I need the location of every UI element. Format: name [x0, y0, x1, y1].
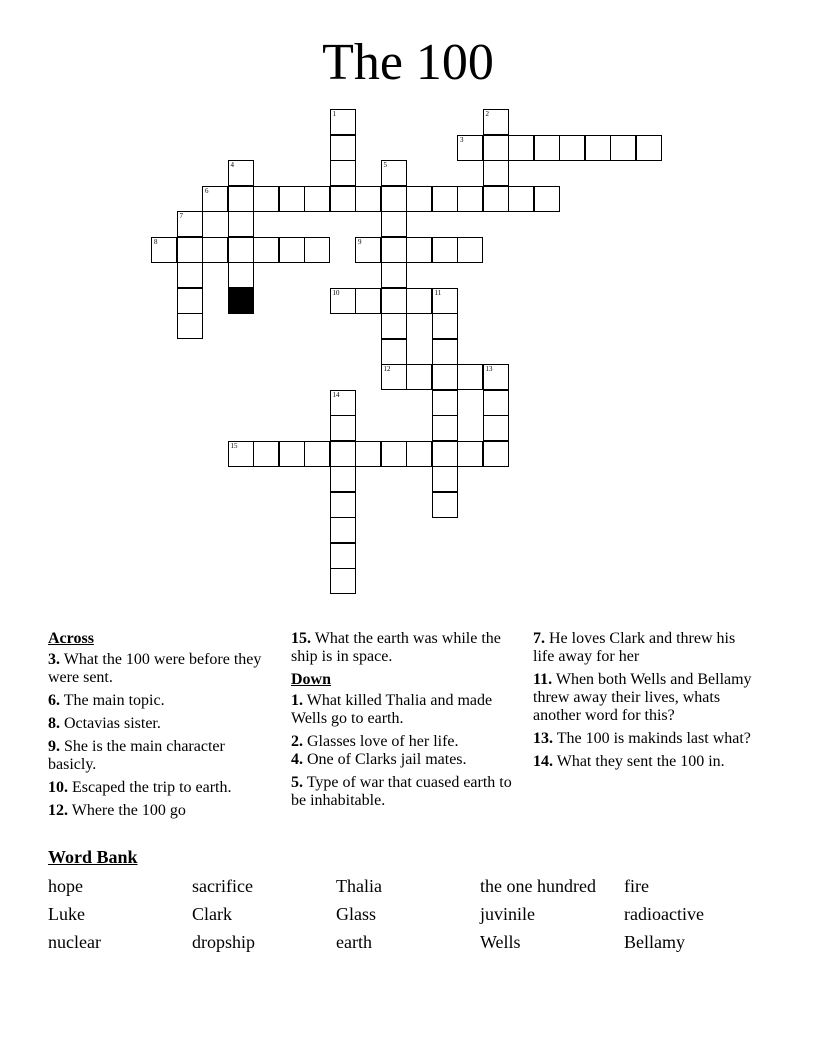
grid-cell[interactable] — [304, 441, 330, 467]
grid-cell[interactable] — [432, 492, 458, 518]
grid-cell[interactable] — [355, 237, 381, 263]
grid-cell[interactable] — [381, 211, 407, 237]
word-bank-item: Wells — [480, 932, 521, 952]
grid-cell[interactable] — [432, 466, 458, 492]
cell-number: 9 — [358, 237, 362, 246]
grid-cell[interactable] — [457, 237, 483, 263]
clue-down-1: 1. What killed Thalia and made Wells go to earth. — [291, 692, 493, 727]
grid-cell[interactable] — [381, 160, 407, 186]
grid-cell[interactable] — [228, 262, 254, 288]
grid-cell[interactable] — [330, 186, 356, 212]
grid-cell[interactable] — [228, 237, 254, 263]
grid-cell[interactable] — [432, 313, 458, 339]
grid-cell[interactable] — [406, 288, 432, 314]
cell-number: 1 — [332, 110, 336, 118]
grid-cell[interactable] — [559, 135, 585, 161]
grid-cell[interactable] — [432, 415, 458, 441]
across-heading: Across — [48, 630, 94, 647]
cell-number: 7 — [179, 212, 183, 220]
grid-cell[interactable] — [330, 135, 356, 161]
cell-number: 2 — [485, 110, 489, 118]
grid-cell[interactable] — [381, 339, 407, 365]
grid-cell[interactable] — [432, 237, 458, 263]
word-bank-item: sacrifice — [192, 876, 253, 896]
word-bank-item: dropship — [192, 932, 255, 952]
cell-number: 11 — [434, 288, 442, 297]
grid-cell[interactable] — [177, 237, 203, 263]
grid-cell[interactable] — [330, 288, 356, 314]
clue-down-7: 7. He loves Clark and threw his life away for her — [533, 630, 736, 665]
grid-cell[interactable] — [279, 186, 305, 212]
grid-cell[interactable] — [406, 441, 432, 467]
grid-cell[interactable] — [279, 441, 305, 467]
grid-cell[interactable] — [483, 390, 509, 416]
grid-cell[interactable] — [406, 364, 432, 390]
grid-cell[interactable] — [330, 543, 356, 569]
grid-cell[interactable] — [304, 186, 330, 212]
grid-cell[interactable] — [253, 186, 279, 212]
grid-cell[interactable] — [202, 186, 228, 212]
grid-cell[interactable] — [610, 135, 636, 161]
grid-cell[interactable] — [457, 441, 483, 467]
cell-number: 12 — [383, 365, 391, 373]
clue-across-6: 6. The main topic. — [48, 692, 165, 709]
clues-column-1 — [48, 630, 273, 825]
down-heading: Down — [291, 671, 332, 688]
cell-number: 5 — [383, 161, 387, 169]
grid-cell[interactable] — [228, 186, 254, 212]
page-title: The 100 — [322, 34, 494, 91]
clues-column-3 — [533, 630, 758, 776]
grid-cell[interactable] — [355, 186, 381, 212]
grid-cell[interactable] — [406, 237, 432, 263]
grid-cell[interactable] — [381, 186, 407, 212]
word-bank-item: Bellamy — [624, 932, 685, 952]
grid-cell[interactable] — [330, 568, 356, 594]
cell-number: 3 — [460, 135, 464, 144]
clue-down-2: 2. Glasses love of her life. — [291, 733, 459, 750]
grid-cell[interactable] — [483, 415, 509, 441]
word-bank-item: juvinile — [480, 904, 535, 924]
grid-cell[interactable] — [636, 135, 662, 161]
grid-cell[interactable] — [228, 160, 254, 186]
clue-across-8: 8. Octavias sister. — [48, 715, 161, 732]
clues-column-2 — [291, 630, 516, 815]
grid-cell[interactable] — [483, 109, 509, 135]
cell-number: 14 — [332, 390, 340, 399]
cell-number: 13 — [485, 365, 493, 373]
grid-cell[interactable] — [381, 313, 407, 339]
word-bank-item: hope — [48, 876, 83, 896]
grid-cell[interactable] — [432, 390, 458, 416]
clue-across-9: 9. She is the main character basicly. — [48, 738, 225, 773]
clue-across-3: 3. What the 100 were before they were sent. — [48, 651, 262, 686]
word-bank-heading: Word Bank — [48, 847, 138, 867]
cell-number: 10 — [332, 288, 340, 297]
word-bank-item: the one hundred — [480, 876, 596, 896]
grid-cell[interactable] — [355, 288, 381, 314]
grid-cell[interactable] — [381, 237, 407, 263]
word-bank-item: fire — [624, 876, 649, 896]
grid-cell[interactable] — [151, 237, 177, 263]
grid-cell[interactable] — [585, 135, 611, 161]
clue-down-11: 11. When both Wells and Bellamy threw away their lives, whats another word for this? — [533, 671, 752, 724]
grid-cell[interactable] — [381, 441, 407, 467]
cell-number: 8 — [154, 237, 158, 246]
grid-cell[interactable] — [432, 288, 458, 314]
word-bank-item: earth — [336, 932, 372, 952]
grid-cell[interactable] — [355, 441, 381, 467]
word-bank-item: Clark — [192, 904, 232, 924]
word-bank-item: Thalia — [336, 876, 382, 896]
grid-cell[interactable] — [381, 262, 407, 288]
grid-cell[interactable] — [228, 211, 254, 237]
grid-cell[interactable] — [253, 237, 279, 263]
word-bank-item: nuclear — [48, 932, 101, 952]
cell-number: 4 — [230, 161, 234, 169]
clue-across-12: 12. Where the 100 go — [48, 802, 186, 819]
clue-across-10: 10. Escaped the trip to earth. — [48, 779, 232, 796]
grid-cell[interactable] — [483, 160, 509, 186]
grid-cell[interactable] — [330, 466, 356, 492]
grid-cell[interactable] — [457, 364, 483, 390]
grid-cell[interactable] — [432, 186, 458, 212]
grid-block — [228, 288, 254, 314]
clue-down-5: 5. Type of war that cuased earth to be inhabitable. — [291, 774, 512, 809]
clue-down-14: 14. What they sent the 100 in. — [533, 753, 725, 770]
word-bank-item: Luke — [48, 904, 85, 924]
clue-across-15: 15. What the earth was while the ship is in space. — [291, 630, 501, 665]
grid-cell[interactable] — [330, 390, 356, 416]
grid-cell[interactable] — [330, 517, 356, 543]
grid-cell[interactable] — [330, 109, 356, 135]
grid-cell[interactable] — [228, 441, 254, 467]
grid-cell[interactable] — [432, 364, 458, 390]
grid-cell[interactable] — [457, 186, 483, 212]
clue-down-4: 4. One of Clarks jail mates. — [291, 751, 467, 768]
grid-cell[interactable] — [508, 135, 534, 161]
grid-cell[interactable] — [483, 364, 509, 390]
grid-cell[interactable] — [330, 415, 356, 441]
grid-cell[interactable] — [202, 237, 228, 263]
cell-number: 6 — [205, 186, 209, 195]
grid-cell[interactable] — [177, 262, 203, 288]
grid-cell[interactable] — [483, 186, 509, 212]
clue-down-13: 13. The 100 is makinds last what? — [533, 730, 751, 747]
grid-cell[interactable] — [330, 441, 356, 467]
word-bank-item: radioactive — [624, 904, 704, 924]
grid-cell[interactable] — [330, 492, 356, 518]
grid-cell[interactable] — [253, 441, 279, 467]
grid-cell[interactable] — [177, 313, 203, 339]
cell-number: 15 — [230, 441, 238, 450]
grid-cell[interactable] — [330, 160, 356, 186]
grid-cell[interactable] — [508, 186, 534, 212]
grid-cell[interactable] — [483, 135, 509, 161]
grid-cell[interactable] — [177, 211, 203, 237]
grid-cell[interactable] — [457, 135, 483, 161]
grid-cell[interactable] — [483, 441, 509, 467]
grid-cell[interactable] — [406, 186, 432, 212]
grid-cell[interactable] — [432, 339, 458, 365]
grid-cell[interactable] — [534, 186, 560, 212]
grid-cell[interactable] — [177, 288, 203, 314]
grid-cell[interactable] — [534, 135, 560, 161]
grid-cell[interactable] — [279, 237, 305, 263]
grid-cell[interactable] — [381, 364, 407, 390]
grid-cell[interactable] — [432, 441, 458, 467]
word-bank-item: Glass — [336, 904, 376, 924]
grid-cell[interactable] — [381, 288, 407, 314]
grid-cell[interactable] — [304, 237, 330, 263]
